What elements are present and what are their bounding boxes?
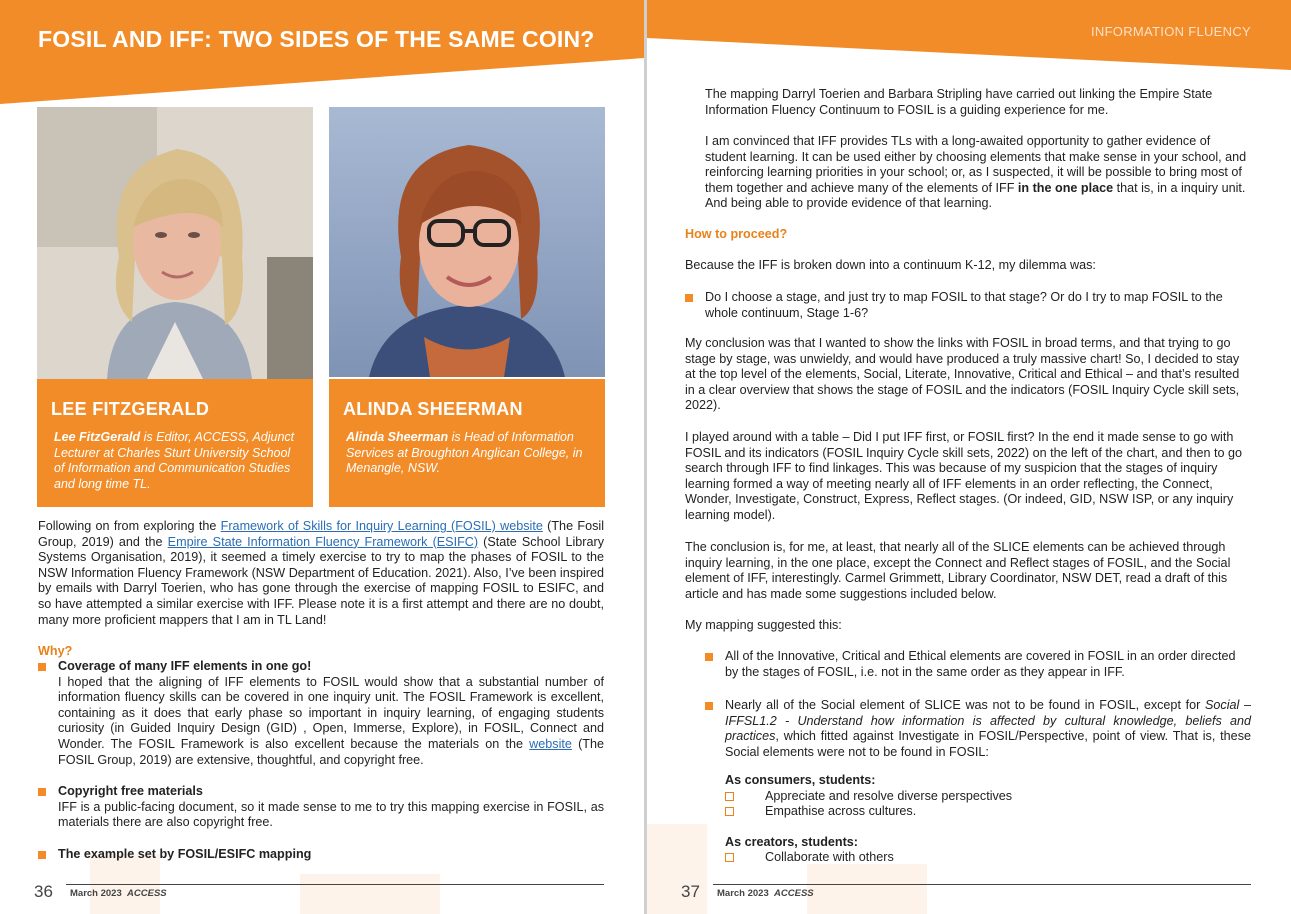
bullet-text: Do I choose a stage, and just try to map FOSIL to that stage? Or do I try to map FOSIL to the whole continuum, Stage 1-6? (705, 290, 1223, 320)
list-item (685, 290, 1251, 321)
bullet-text (725, 698, 1251, 760)
profile-card-lee (37, 379, 313, 507)
title-banner (0, 0, 644, 110)
bullet-square-icon (38, 663, 46, 671)
bullet-text: All of the Innovative, Critical and Ethical elements are covered in FOSIL in an order directed by the stages of FOSIL, i.e. not in the same order as they appear in IFF. (725, 649, 1236, 679)
footer-rule (713, 884, 1251, 885)
photo-alinda-sheerman (329, 107, 605, 377)
list-item (705, 698, 1251, 760)
bullet-square-icon (38, 851, 46, 859)
footer-date: March 2023 (70, 888, 122, 899)
how-heading: How to proceed? (685, 227, 788, 241)
background-shape (300, 874, 440, 914)
bullet-square-icon (705, 702, 713, 710)
paragraph-text: I am convinced that IFF provides TLs with a long-awaited opportunity to gather evidence of student learning. It can be used either by choosing elements that make sense in your school, and reinforcing learning priorities in your school; or, as I suspected, it will be possible to bring most of them together and achieve many of the elements of IFF (705, 134, 1247, 195)
bullet-text (58, 675, 604, 769)
bullet-text-italic: Social – IFFSL1.2 - Understand how information is affected by cultural knowledge, beliefs and practices (725, 698, 1251, 744)
list-item (687, 850, 1247, 866)
paragraph: Because the IFF is broken down into a continuum K-12, my dilemma was: (685, 258, 1096, 272)
profile-name: LEE FITZGERALD (51, 399, 210, 419)
profile-bio-name: Lee FitzGerald (54, 430, 141, 444)
list-item-text: Appreciate and resolve diverse perspectives (765, 788, 1013, 803)
intro-text: (The Fosil Group, 2019) and the (38, 519, 604, 549)
profile-card-alinda (329, 379, 605, 507)
list-item (38, 847, 604, 863)
left-page (0, 0, 644, 914)
footer-magazine: ACCESS (774, 888, 814, 899)
paragraph: I played around with a table – Did I put IFF first, or FOSIL first? In the end it made sense to go with FOSIL and its indicators (FOSIL Inquiry Cycle skill sets, 2022) on the left of the chart, and then to go search through IFF to find linkages. This was because of my suspicion that the stages of inquiry learning formed a way of meeting nearly all of IFF elements in an order reflecting, the Connect, Wonder, Investigate, Construct, Express, Reflect stages. (Or indeed, GID, NSW ISP, or any inquiry learning model). (685, 430, 1242, 522)
bullet-text-part: Nearly all of the Social element of SLICE was not to be found in FOSIL, except for (725, 698, 1205, 713)
profile-bio (54, 430, 303, 492)
profile-bio-name: Alinda Sheerman (346, 430, 449, 444)
intro-text: Following on from exploring the (38, 519, 221, 533)
fosil-website-link-inline[interactable]: website (529, 736, 572, 751)
hollow-bullet-icon (725, 853, 734, 862)
photo-lee-fitzgerald (37, 107, 313, 379)
bullet-text: IFF is a public-facing document, so it made sense to me to try this mapping exercise in FOSIL, as materials there are also copyright free. (58, 799, 604, 830)
footer-magazine: ACCESS (127, 888, 167, 899)
paragraph (705, 134, 1250, 212)
profile-name: ALINDA SHEERMAN (343, 399, 523, 419)
list-item (687, 804, 1247, 820)
hollow-bullet-icon (725, 807, 734, 816)
list-item (38, 659, 604, 768)
list-item-text: Collaborate with others (765, 850, 894, 865)
esifc-link[interactable]: Empire State Information Fluency Framework (ESIFC) (167, 534, 479, 549)
right-page (647, 0, 1291, 914)
footer-date: March 2023 (717, 888, 769, 899)
paragraph: My mapping suggested this: (685, 618, 842, 632)
why-heading: Why? (38, 644, 73, 658)
paragraph: The mapping Darryl Toerien and Barbara Stripling have carried out linking the Empire State Information Fluency Continuum to FOSIL is a guiding experience for me. (705, 87, 1213, 117)
bullet-square-icon (38, 788, 46, 796)
bullet-square-icon (685, 294, 693, 302)
list-item (687, 789, 1247, 805)
creators-heading: As creators, students: (725, 834, 858, 849)
paragraph-emphasis: in the one place (1017, 180, 1114, 195)
list-item-text: Empathise across cultures. (765, 804, 917, 819)
bullet-title: The example set by FOSIL/ESIFC mapping (58, 846, 312, 861)
profile-bio-text: is Head of Information Services at Broughton Anglican College, in Menangle, NSW. (346, 430, 583, 475)
running-head: INFORMATION FLUENCY (1090, 24, 1251, 39)
list-item (705, 649, 1251, 680)
profile-bio (346, 430, 595, 477)
social-elements-list (687, 773, 1247, 866)
bullet-text-part: , which fitted against Investigate in FOSIL/Perspective, point of view. That is, these Social elements were not to be found in FOSIL: (725, 729, 1251, 759)
bullet-text-part: (The FOSIL Group, 2019) are extensive, thoughtful, and copyright free. (58, 736, 604, 767)
footer-issue (70, 888, 167, 899)
page-number: 37 (681, 882, 700, 901)
consumers-heading: As consumers, students: (725, 773, 876, 787)
intro-paragraph (38, 519, 604, 628)
bullet-title: Coverage of many IFF elements in one go! (58, 659, 312, 673)
paragraph-text: that is, in a inquiry unit. And being able to provide evidence of that learning. (705, 180, 1246, 211)
hollow-bullet-icon (725, 792, 734, 801)
bullet-square-icon (705, 653, 713, 661)
footer-issue (717, 888, 814, 899)
fosil-website-link[interactable]: Framework of Skills for Inquiry Learning (FOSIL) website (220, 519, 543, 533)
page-title: FOSIL AND IFF: TWO SIDES OF THE SAME COIN? (38, 26, 595, 52)
page-number: 36 (34, 882, 53, 901)
paragraph: The conclusion is, for me, at least, that nearly all of the SLICE elements can be achieved through inquiry learning, in the one place, except the Connect and Reflect stages of FOSIL, and the Social element of IFF, interestingly. Carmel Grimmett, Library Coordinator, NSW DET, read a draft of this article and has made some suggestions included below. (685, 540, 1231, 601)
background-shape (807, 864, 927, 914)
bullet-title: Copyright free materials (58, 784, 203, 799)
dilemma-bullet (685, 290, 1251, 321)
footer-rule (66, 884, 604, 885)
why-bullet-list (38, 659, 604, 863)
mapping-list (705, 649, 1251, 761)
paragraph: My conclusion was that I wanted to show the links with FOSIL in broad terms, and that trying to go stage by stage, was unwieldy, and would have produced a truly massive chart! So, I decided to stay at the top level of the elements, Social, Literate, Innovative, Critical and Ethical – and that’s resulted in a clear overview that shows the stage of FOSIL and the indicators (FOSIL Inquiry Cycle skill sets, 2022). (685, 336, 1240, 413)
intro-text: (State School Library Systems Organisation, 2019), it seemed a timely exercise to try to map the phases of FOSIL to the NSW Information Fluency Framework (NSW Department of Education. 2021). Also, I’ve been inspired by emails with Darryl Toerien, who has gone through the exercise of mapping FOSIL to ESIFC, and so have attempted a similar exercise with IFF. Please note it is a first attempt and there are no doubt, many more proficient mappers that I am in TL Land! (38, 534, 604, 627)
list-item (38, 784, 604, 831)
profile-bio-text: is Editor, ACCESS, Adjunct Lecturer at Charles Sturt University School of Information and Communication Studies and long time TL. (54, 430, 295, 491)
bullet-text-part: I hoped that the aligning of IFF elements to FOSIL would show that a substantial number of information fluency skills can be covered in one inquiry unit. The FOSIL Framework is excellent, containing as it does that early phase so important in inquiry learning, of engaging students curiosity (in Guided Inquiry Design (GID) , Open, Immerse, Explore), in FOSIL, Connect and Wonder. The FOSIL Framework is also excellent because the materials on the (58, 674, 604, 751)
